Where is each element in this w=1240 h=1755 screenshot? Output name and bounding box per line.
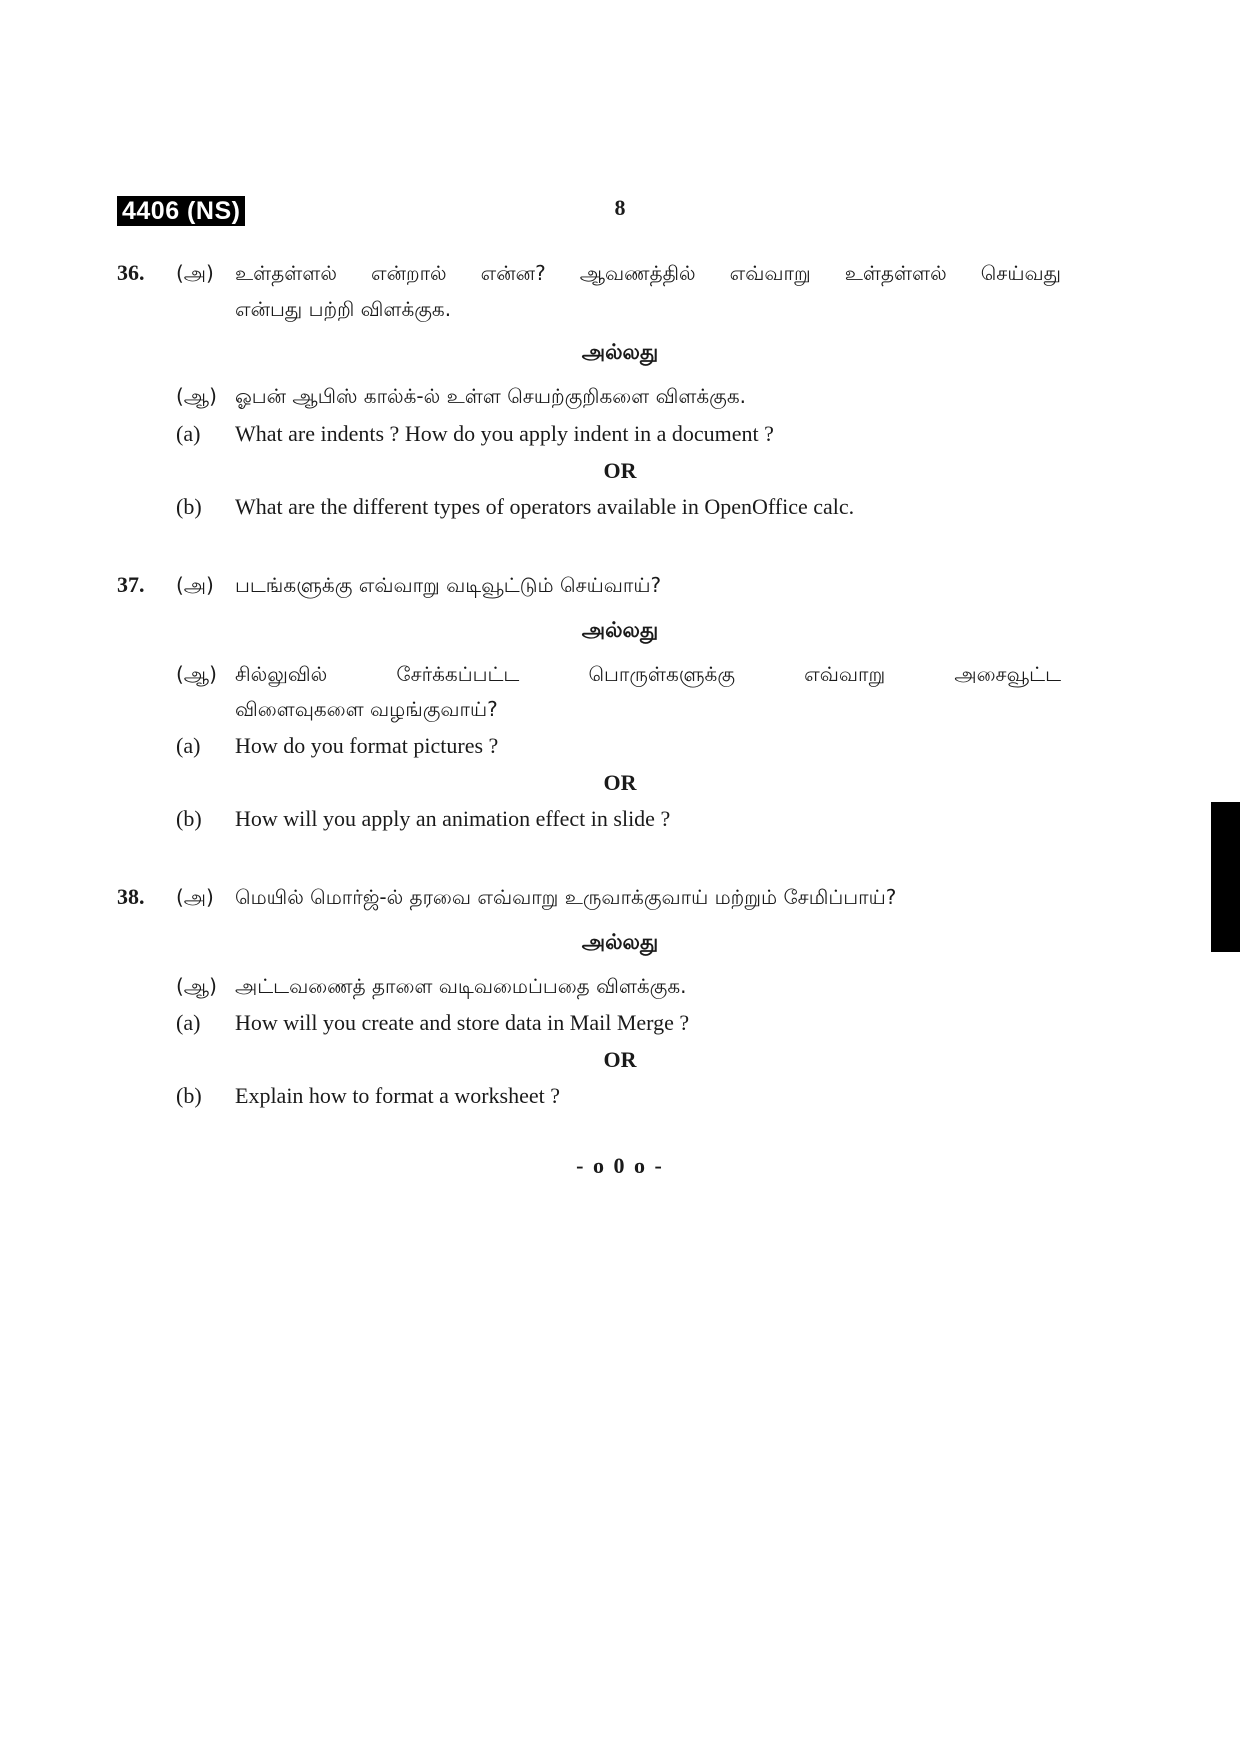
option-ta-a-text: உள்தள்ளல் என்றால் என்ன? ஆவணத்தில் எவ்வாறு உள்தள்ளல் செய்வது [235,261,1061,285]
option-ta-b-marker: (ஆ) [176,662,217,686]
option-en-a-marker: (a) [176,421,201,446]
option-ta-b-marker: (ஆ) [176,974,217,998]
option-ta-b-text: சில்லுவில் சேர்க்கப்பட்ட பொருள்களுக்கு எவ்வாறு அசைவூட்ட [235,662,1061,686]
option-ta-a-marker: (அ) [176,885,214,909]
option-en-a-text: What are indents ? How do you apply indent in a document ? [235,421,774,446]
end-of-paper-mark: - o 0 o - [576,1153,664,1178]
option-en-b-text: What are the different types of operators available in OpenOffice calc. [235,494,855,519]
option-ta-a-marker: (அ) [176,573,214,597]
question-number: 38. [117,884,145,909]
page-number: 8 [614,195,626,220]
option-en-b-marker: (b) [176,1083,202,1108]
option-en-a-text: How do you format pictures ? [235,733,499,758]
or-separator-ta: அல்லது [581,930,659,954]
option-en-a-text: How will you create and store data in Mail Merge ? [235,1010,690,1035]
paper-code-badge: 4406 (NS) [117,196,245,226]
question-number: 36. [117,260,145,285]
or-separator-ta: அல்லது [581,618,659,642]
option-ta-b-text-cont: விளைவுகளை வழங்குவாய்? [235,697,498,721]
or-separator-en: OR [603,770,637,795]
option-ta-b-text: ஓபன் ஆபிஸ் கால்க்-ல் உள்ள செயற்குறிகளை விளக்குக. [235,384,746,408]
option-ta-a-text: படங்களுக்கு எவ்வாறு வடிவூட்டும் செய்வாய்? [235,573,662,597]
question-number: 37. [117,572,145,597]
option-en-b-marker: (b) [176,494,202,519]
option-en-a-marker: (a) [176,1010,201,1035]
or-separator-ta: அல்லது [581,340,659,364]
option-ta-b-marker: (ஆ) [176,384,217,408]
or-separator-en: OR [603,1047,637,1072]
option-ta-b-text: அட்டவணைத் தாளை வடிவமைப்பதை விளக்குக. [235,974,687,998]
option-ta-a-text: மெயில் மொர்ஜ்-ல் தரவை எவ்வாறு உருவாக்குவாய் மற்றும் சேமிப்பாய்? [235,885,897,909]
option-en-b-text: Explain how to format a worksheet ? [235,1083,561,1108]
or-separator-en: OR [603,458,637,483]
option-ta-a-marker: (அ) [176,261,214,285]
option-en-a-marker: (a) [176,733,201,758]
option-ta-a-text-cont: என்பது பற்றி விளக்குக. [235,297,452,321]
option-en-b-text: How will you apply an animation effect in slide ? [235,806,671,831]
option-en-b-marker: (b) [176,806,202,831]
